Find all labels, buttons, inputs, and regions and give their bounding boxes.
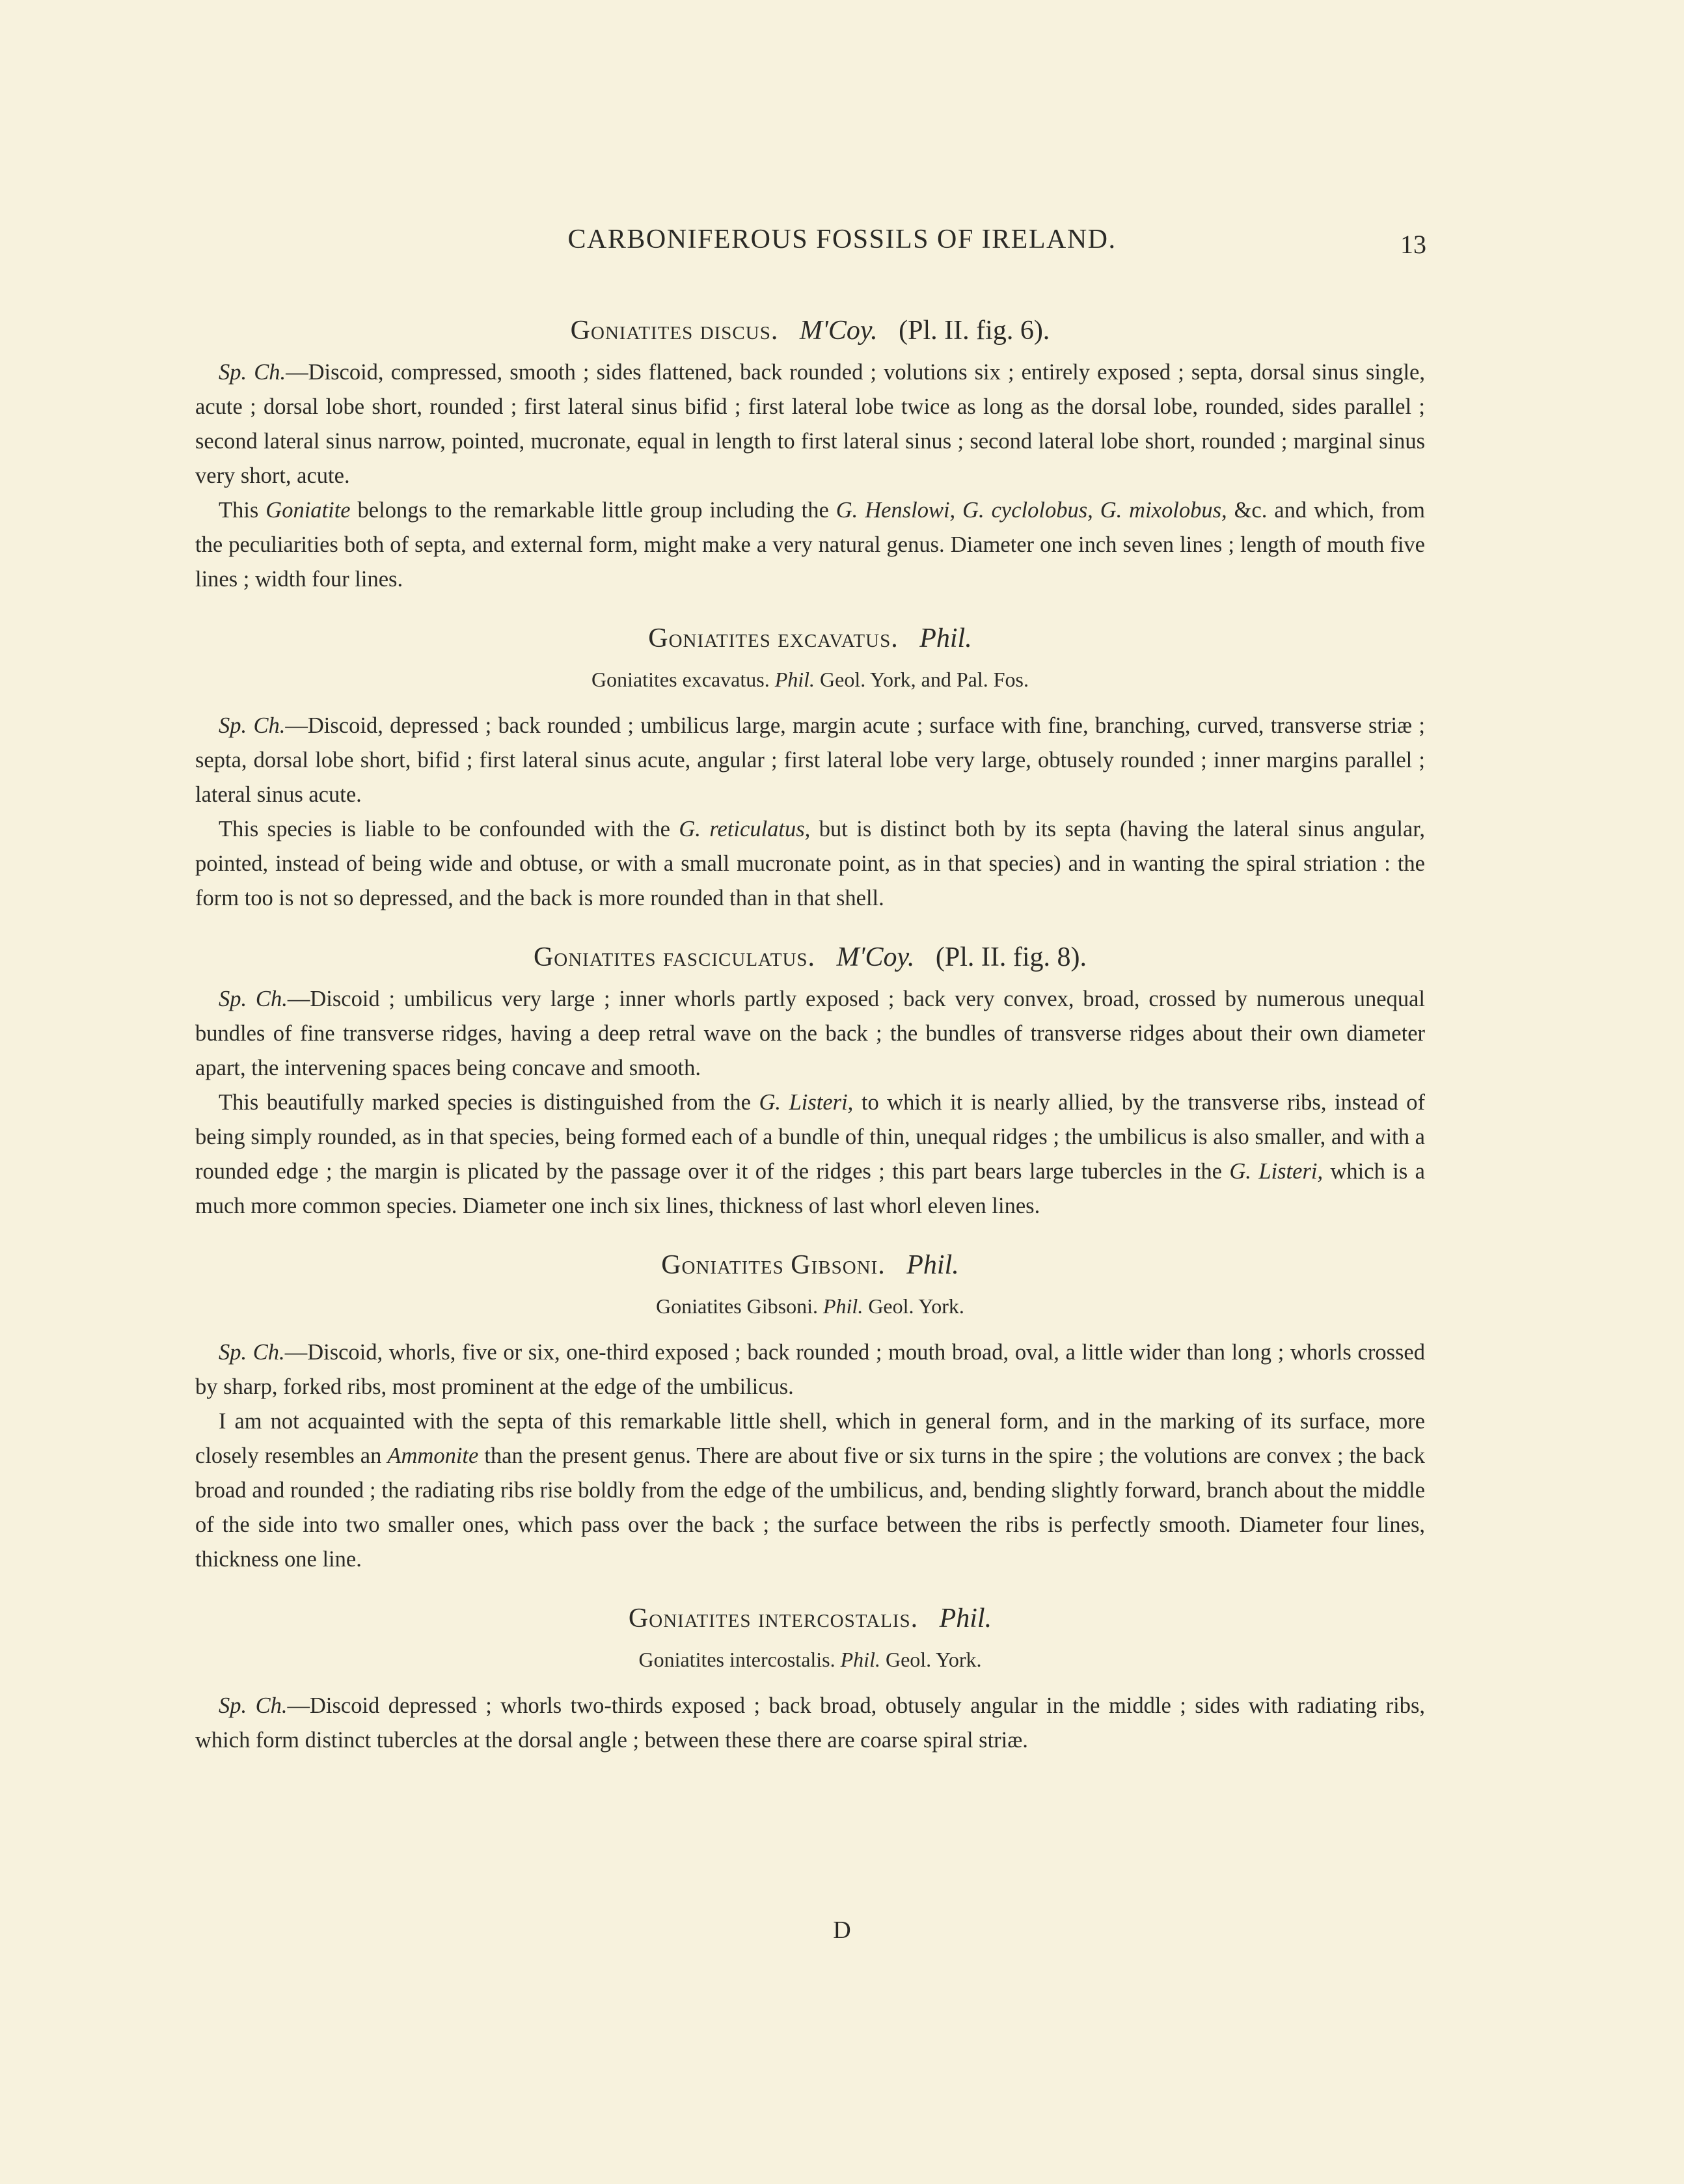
remarks-text: This — [219, 498, 266, 523]
signature-mark: D — [833, 1917, 851, 1944]
remarks-paragraph — [195, 812, 1425, 916]
species-author: Phil. — [919, 623, 972, 653]
species-name: excavatus. — [778, 623, 899, 653]
text-column — [195, 311, 1425, 1780]
species-section-fasciculatus — [195, 938, 1425, 1223]
species-name: Gibsoni. — [791, 1250, 886, 1280]
species-section-gibsoni — [195, 1246, 1425, 1577]
remarks-italic: Goniatite — [265, 498, 351, 523]
species-heading — [195, 1599, 1425, 1638]
genus-name: Goniatites — [661, 1250, 784, 1280]
species-name: discus. — [699, 316, 779, 346]
characters-paragraph — [195, 1335, 1425, 1404]
species-name: intercostalis. — [757, 1604, 919, 1633]
synonym-name: Goniatites excavatus. — [591, 668, 770, 691]
species-heading — [195, 619, 1425, 658]
remarks-italic: G. Listeri, — [759, 1090, 854, 1115]
sp-ch-label: Sp. Ch. — [219, 1693, 288, 1718]
species-heading — [195, 938, 1425, 977]
characters-paragraph — [195, 709, 1425, 812]
species-author: M'Coy. — [836, 942, 915, 972]
characters-text: —Discoid, whorls, five or six, one-third exposed ; back rounded ; mouth broad, oval, a little wider than long ; whorls crossed by sharp, forked ribs, most prominent at the edge of the umbilicus. — [195, 1340, 1425, 1399]
remarks-text: which is a much more common species. Diameter one inch six lines, thickness of last whorl eleven lines. — [195, 1159, 1425, 1218]
synonym-line — [195, 1643, 1425, 1676]
synonym-reference: Geol. York, and Pal. Fos. — [820, 668, 1029, 691]
synonym-line — [195, 663, 1425, 696]
remarks-paragraph — [195, 1085, 1425, 1223]
remarks-text: This beautifully marked species is distinguished from the — [219, 1090, 759, 1115]
characters-paragraph — [195, 982, 1425, 1085]
remarks-text: but is distinct both by its septa (having the lateral sinus angular, pointed, instead of being wide and obtuse, or with a small mucronate point, as in that species) and in wanting the spiral striation : the form too is not so depressed, and the back is more rounded than in that shell. — [195, 817, 1426, 910]
synonym-reference: Geol. York. — [868, 1294, 964, 1318]
remarks-paragraph — [195, 1404, 1425, 1577]
remarks-text: belongs to the remarkable little group including the — [350, 498, 836, 523]
genus-name: Goniatites — [533, 942, 657, 972]
remarks-italic: G. Henslowi, G. cyclolobus, G. mixolobus, — [835, 498, 1227, 523]
species-heading — [195, 1246, 1425, 1285]
sp-ch-label: Sp. Ch. — [219, 1340, 285, 1365]
remarks-text: This species is liable to be confounded with the — [219, 817, 679, 841]
page-number: 13 — [1400, 230, 1426, 259]
synonym-author: Phil. — [774, 668, 815, 691]
species-name: fasciculatus. — [663, 942, 816, 972]
synonym-author: Phil. — [840, 1648, 880, 1671]
remarks-italic: Ammonite — [387, 1443, 479, 1468]
synonym-name: Goniatites Gibsoni. — [656, 1294, 818, 1318]
remarks-italic: G. reticulatus, — [679, 817, 811, 841]
synonym-reference: Geol. York. — [885, 1648, 982, 1671]
species-section-excavatus — [195, 619, 1425, 916]
species-author: Phil. — [906, 1250, 959, 1280]
species-author: M'Coy. — [799, 316, 878, 346]
genus-name: Goniatites — [628, 1604, 752, 1633]
synonym-author: Phil. — [822, 1294, 863, 1318]
sp-ch-label: Sp. Ch. — [219, 987, 288, 1011]
characters-text: —Discoid, compressed, smooth ; sides flattened, back rounded ; volutions six ; entirely exposed ; septa, dorsal sinus single, acute ; dorsal lobe short, rounded ; first lateral sinus bifid ; first lateral lobe twice as long as the dorsal lobe, rounded, sides parallel ; second lateral sinus narrow, pointed, mucronate, equal in length to first lateral sinus ; second lateral lobe short, rounded ; marginal sinus very short, acute. — [195, 360, 1425, 488]
plate-reference: (Pl. II. fig. 8). — [935, 942, 1087, 972]
remarks-text: I am not acquainted with the septa of this remarkable little shell, which in general form, and in the marking of its surface, more closely resembles an — [195, 1409, 1425, 1468]
genus-name: Goniatites — [570, 316, 694, 346]
synonym-name: Goniatites intercostalis. — [638, 1648, 835, 1671]
characters-text: —Discoid ; umbilicus very large ; inner whorls partly exposed ; back very convex, broad, crossed by numerous unequal bundles of fine transverse ridges, having a deep retral wave on the back ; the bundles of transverse ridges about their own diameter apart, the intervening spaces being concave and smooth. — [195, 987, 1425, 1080]
characters-paragraph — [195, 1689, 1425, 1758]
characters-text: —Discoid depressed ; whorls two-thirds exposed ; back broad, obtusely angular in the middle ; sides with radiating ribs, which form distinct tubercles at the dorsal angle ; between these there are coarse spiral striæ. — [195, 1693, 1425, 1753]
characters-paragraph — [195, 355, 1425, 493]
remarks-paragraph — [195, 493, 1425, 597]
sp-ch-label: Sp. Ch. — [219, 713, 286, 738]
remarks-text: than the present genus. There are about five or six turns in the spire ; the volutions are convex ; the back broad and rounded ; the radiating ribs rise boldly from the edge of the umbilicus, and, bending slightly forward, branch about the middle of the side into two smaller ones, which pass over the back ; the surface between the ribs is perfectly smooth. Diameter four lines, thickness one line. — [195, 1443, 1425, 1572]
characters-text: —Discoid, depressed ; back rounded ; umbilicus large, margin acute ; surface with fine, branching, curved, transverse striæ ; septa, dorsal lobe short, bifid ; first lateral sinus acute, angular ; first lateral lobe very large, obtusely rounded ; inner margins parallel ; lateral sinus acute. — [195, 713, 1425, 807]
running-title: CARBONIFEROUS FOSSILS OF IRELAND. — [567, 225, 1117, 254]
remarks-text: to which it is nearly allied, by the transverse ribs, instead of being simply rounded, as in that species, being formed each of a bundle of thin, unequal ridges ; the umbilicus is also smaller, and with a rounded edge ; the margin is plicated by the passage over it of the ridges ; this part bears large tubercles in the — [195, 1090, 1426, 1184]
species-heading — [195, 311, 1425, 350]
synonym-line — [195, 1290, 1425, 1322]
species-author: Phil. — [939, 1604, 992, 1633]
remarks-italic: G. Listeri, — [1229, 1159, 1324, 1184]
genus-name: Goniatites — [648, 623, 771, 653]
sp-ch-label: Sp. Ch. — [219, 360, 286, 385]
remarks-text: &c. and which, from the peculiarities both of septa, and external form, might make a very natural genus. Diameter one inch seven lines ; length of mouth five lines ; width four lines. — [195, 498, 1425, 592]
species-section-discus — [195, 311, 1425, 597]
plate-reference: (Pl. II. fig. 6). — [899, 316, 1050, 346]
species-section-intercostalis — [195, 1599, 1425, 1758]
